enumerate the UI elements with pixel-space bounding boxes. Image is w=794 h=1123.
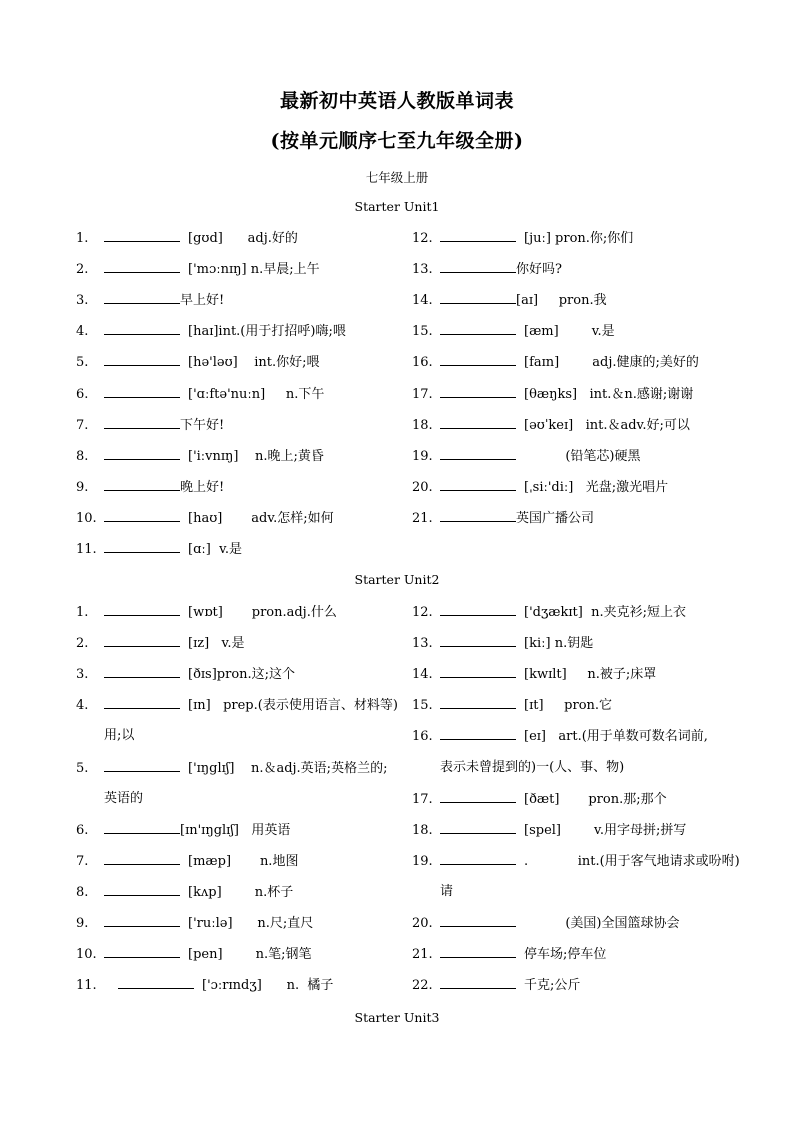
item-number: 15. bbox=[412, 324, 433, 340]
item-number: 16. bbox=[412, 729, 433, 745]
word-definition: [ɪn'ɪŋglɪʃ] 用英语 bbox=[180, 822, 291, 838]
item-number: 17. bbox=[412, 791, 433, 807]
item-number: 13. bbox=[412, 636, 433, 652]
item-number: 20. bbox=[412, 916, 433, 931]
word-definition: 表示未曾提到的)一(人、事、物) bbox=[440, 759, 625, 775]
unit-heading: Starter Unit1 bbox=[354, 199, 440, 214]
word-definition: [ðɪs]pron.这;这个 bbox=[188, 667, 296, 683]
answer-blank[interactable] bbox=[440, 791, 516, 803]
word-definition: [ɪn] prep.(表示使用语言、材料等) bbox=[188, 698, 398, 714]
vocab-item bbox=[412, 946, 606, 963]
word-definition: [mæp] n.地图 bbox=[188, 853, 299, 869]
item-number: 12. bbox=[412, 605, 433, 620]
answer-blank[interactable] bbox=[440, 977, 516, 989]
vocab-item bbox=[76, 510, 334, 527]
answer-blank[interactable] bbox=[104, 822, 180, 834]
vocab-item bbox=[76, 261, 320, 278]
answer-blank[interactable] bbox=[440, 510, 516, 522]
item-number: 5. bbox=[76, 355, 89, 371]
word-definition: 英国广播公司 bbox=[516, 510, 595, 526]
item-number: 2. bbox=[76, 262, 89, 278]
unit-heading: Starter Unit2 bbox=[354, 572, 440, 587]
vocab-item bbox=[412, 635, 593, 652]
answer-blank[interactable] bbox=[440, 354, 516, 366]
vocab-item bbox=[76, 822, 290, 839]
answer-blank[interactable] bbox=[104, 915, 180, 927]
answer-blank[interactable] bbox=[440, 697, 516, 709]
vocab-item bbox=[76, 604, 337, 621]
item-number: 4. bbox=[76, 698, 89, 714]
answer-blank[interactable] bbox=[104, 386, 180, 398]
answer-blank[interactable] bbox=[104, 354, 180, 366]
document-title: 最新初中英语人教版单词表 bbox=[279, 90, 514, 112]
vocab-item bbox=[76, 230, 298, 247]
vocab-item bbox=[76, 417, 224, 434]
item-number: 6. bbox=[76, 822, 89, 838]
item-number: 10. bbox=[76, 510, 97, 526]
vocab-item bbox=[412, 604, 686, 621]
answer-blank[interactable] bbox=[440, 479, 516, 491]
word-definition: 用;以 bbox=[104, 728, 135, 744]
vocab-item bbox=[412, 448, 640, 465]
answer-blank[interactable] bbox=[104, 541, 180, 553]
vocab-item bbox=[412, 791, 667, 808]
word-definition: [wɒt] pron.adj.什么 bbox=[188, 605, 337, 620]
item-number: 13. bbox=[412, 262, 433, 278]
item-number: 18. bbox=[412, 417, 433, 433]
item-number: 9. bbox=[76, 479, 89, 495]
item-number: 7. bbox=[76, 853, 89, 869]
answer-blank[interactable] bbox=[104, 884, 180, 896]
item-number: 1. bbox=[76, 231, 89, 246]
vocab-item bbox=[412, 417, 690, 434]
answer-blank[interactable] bbox=[104, 417, 180, 429]
answer-blank[interactable] bbox=[104, 760, 180, 772]
answer-blank[interactable] bbox=[440, 604, 516, 616]
word-definition: . int.(用于客气地请求或吩咐) bbox=[524, 853, 740, 869]
vocab-item bbox=[104, 728, 134, 744]
item-number: 3. bbox=[76, 667, 89, 683]
word-definition: [aɪ] pron.我 bbox=[516, 293, 607, 309]
word-definition: 英语的 bbox=[104, 790, 144, 806]
vocab-item bbox=[76, 354, 320, 371]
vocab-item bbox=[76, 479, 224, 496]
vocab-item bbox=[412, 230, 633, 247]
word-definition: (美国)全国篮球协会 bbox=[524, 916, 680, 931]
answer-blank[interactable] bbox=[104, 510, 180, 522]
word-definition: [gʊd] adj.好的 bbox=[188, 231, 298, 246]
vocab-item bbox=[412, 822, 686, 839]
word-definition: ['ruːlə] n.尺;直尺 bbox=[188, 916, 314, 931]
word-definition: 你好吗? bbox=[516, 262, 562, 278]
item-number: 14. bbox=[412, 667, 433, 683]
item-number: 21. bbox=[412, 510, 433, 526]
answer-blank[interactable] bbox=[104, 292, 180, 304]
word-definition: [ɪt] pron.它 bbox=[524, 698, 613, 714]
item-number: 22. bbox=[412, 978, 433, 994]
word-definition: ['ɪŋglɪʃ] n.＆adj.英语;英格兰的; bbox=[188, 760, 388, 776]
item-number: 14. bbox=[412, 293, 433, 309]
word-definition: ['ɑːftə'nuːn] n.下午 bbox=[188, 386, 325, 402]
answer-blank[interactable] bbox=[440, 292, 516, 304]
item-number: 8. bbox=[76, 448, 89, 464]
answer-blank[interactable] bbox=[440, 448, 516, 460]
answer-blank[interactable] bbox=[440, 417, 516, 429]
vocab-item bbox=[76, 884, 293, 901]
answer-blank[interactable] bbox=[440, 323, 516, 335]
word-definition: (铅笔芯)硬黑 bbox=[524, 448, 641, 464]
answer-blank[interactable] bbox=[104, 853, 180, 865]
answer-blank[interactable] bbox=[104, 230, 180, 242]
vocab-item bbox=[76, 977, 333, 994]
word-definition: [hə'ləʊ] int.你好;喂 bbox=[188, 355, 320, 371]
item-number: 19. bbox=[412, 448, 433, 464]
answer-blank[interactable] bbox=[440, 822, 516, 834]
vocab-item bbox=[76, 292, 224, 309]
word-definition: [pen] n.笔;钢笔 bbox=[188, 947, 312, 963]
vocab-item bbox=[76, 946, 311, 963]
word-definition: [juː] pron.你;你们 bbox=[524, 231, 634, 246]
item-number: 11. bbox=[76, 978, 97, 994]
vocab-item bbox=[412, 386, 693, 403]
vocab-item bbox=[412, 261, 562, 278]
word-definition: ['mɔːnɪŋ] n.早晨;上午 bbox=[188, 262, 320, 278]
item-number: 9. bbox=[76, 916, 89, 931]
answer-blank[interactable] bbox=[104, 261, 180, 273]
vocab-item bbox=[76, 323, 346, 340]
answer-blank[interactable] bbox=[118, 977, 194, 989]
word-definition: 千克;公斤 bbox=[524, 978, 581, 994]
item-number: 20. bbox=[412, 479, 433, 495]
item-number: 1. bbox=[76, 605, 89, 620]
word-definition: 早上好! bbox=[180, 293, 225, 309]
vocab-item bbox=[412, 354, 699, 371]
word-definition: [haʊ] adv.怎样;如何 bbox=[188, 510, 334, 526]
answer-blank[interactable] bbox=[104, 323, 180, 335]
answer-blank[interactable] bbox=[104, 448, 180, 460]
word-definition: [ɑː] v.是 bbox=[188, 542, 243, 557]
word-definition: 停车场;停车位 bbox=[524, 947, 607, 963]
word-definition: ['iːvnɪŋ] n.晚上;黄昏 bbox=[188, 448, 324, 464]
answer-blank[interactable] bbox=[440, 230, 516, 242]
answer-blank[interactable] bbox=[440, 666, 516, 678]
item-number: 8. bbox=[76, 884, 89, 900]
word-definition: [ɪz] v.是 bbox=[188, 636, 245, 652]
unit-heading: Starter Unit3 bbox=[354, 1010, 440, 1025]
word-definition: [kʌp] n.杯子 bbox=[188, 884, 294, 900]
item-number: 21. bbox=[412, 947, 433, 963]
vocab-item bbox=[412, 666, 656, 683]
word-definition: [ðæt] pron.那;那个 bbox=[524, 791, 667, 807]
vocab-item bbox=[76, 853, 298, 870]
vocab-item bbox=[412, 323, 615, 340]
word-definition: [kiː] n.钥匙 bbox=[524, 636, 594, 652]
vocab-item bbox=[76, 635, 244, 652]
item-number: 15. bbox=[412, 698, 433, 714]
item-number: 19. bbox=[412, 853, 433, 869]
vocab-item bbox=[76, 697, 398, 714]
word-definition: [ˌsiː'diː] 光盘;激光唱片 bbox=[524, 479, 669, 495]
item-number: 18. bbox=[412, 822, 433, 838]
vocab-item bbox=[412, 915, 679, 932]
word-definition: 请 bbox=[440, 883, 454, 899]
vocab-item bbox=[412, 977, 580, 994]
word-definition: ['dʒækɪt] n.夹克衫;短上衣 bbox=[524, 605, 687, 620]
vocab-item bbox=[76, 386, 324, 403]
item-number: 3. bbox=[76, 293, 89, 309]
vocab-item bbox=[76, 541, 242, 558]
item-number: 6. bbox=[76, 386, 89, 402]
item-number: 5. bbox=[76, 760, 89, 776]
answer-blank[interactable] bbox=[104, 697, 180, 709]
word-definition: 晚上好! bbox=[180, 479, 225, 495]
item-number: 10. bbox=[76, 947, 97, 963]
answer-blank[interactable] bbox=[440, 261, 516, 273]
document-subtitle: (按单元顺序七至九年级全册) bbox=[270, 130, 524, 152]
vocab-item bbox=[104, 791, 143, 807]
vocab-item bbox=[412, 697, 612, 714]
vocab-item bbox=[412, 853, 740, 870]
word-definition: [əʊˈkeɪ] int.＆adv.好;可以 bbox=[524, 417, 690, 433]
item-number: 7. bbox=[76, 417, 89, 433]
vocab-item bbox=[76, 915, 313, 932]
word-definition: [eɪ] art.(用于单数可数名词前, bbox=[524, 729, 708, 745]
answer-blank[interactable] bbox=[440, 946, 516, 958]
answer-blank[interactable] bbox=[440, 635, 516, 647]
vocab-item bbox=[412, 292, 607, 309]
answer-blank[interactable] bbox=[104, 635, 180, 647]
word-definition: ['ɔːrɪndʒ] n. 橘子 bbox=[202, 978, 334, 994]
answer-blank[interactable] bbox=[104, 604, 180, 616]
vocab-item bbox=[76, 448, 324, 465]
item-number: 4. bbox=[76, 324, 89, 340]
vocab-item bbox=[76, 666, 295, 683]
answer-blank[interactable] bbox=[440, 915, 516, 927]
vocab-item bbox=[412, 728, 708, 745]
answer-blank[interactable] bbox=[440, 728, 516, 740]
item-number: 17. bbox=[412, 386, 433, 402]
vocab-item bbox=[412, 510, 594, 527]
word-definition: [æm] v.是 bbox=[524, 324, 615, 340]
vocab-item bbox=[412, 479, 668, 496]
word-definition: [θæŋks] int.＆n.感谢;谢谢 bbox=[524, 386, 694, 402]
word-definition: [spel] v.用字母拼;拼写 bbox=[524, 822, 687, 838]
vocab-item bbox=[440, 884, 453, 900]
answer-blank[interactable] bbox=[104, 479, 180, 491]
vocab-item bbox=[440, 760, 624, 776]
word-definition: [faɪn] adj.健康的;美好的 bbox=[524, 355, 699, 371]
word-definition: [kwɪlt] n.被子;床罩 bbox=[524, 667, 657, 683]
item-number: 11. bbox=[76, 542, 97, 557]
vocab-item bbox=[76, 760, 387, 777]
answer-blank[interactable] bbox=[440, 386, 516, 398]
item-number: 12. bbox=[412, 231, 433, 246]
word-definition: [haɪ]int.(用于打招呼)嗨;喂 bbox=[188, 324, 346, 340]
answer-blank[interactable] bbox=[104, 666, 180, 678]
item-number: 16. bbox=[412, 355, 433, 371]
answer-blank[interactable] bbox=[104, 946, 180, 958]
item-number: 2. bbox=[76, 636, 89, 652]
answer-blank[interactable] bbox=[440, 853, 516, 865]
word-definition: 下午好! bbox=[180, 417, 225, 433]
grade-heading: 七年级上册 bbox=[365, 170, 429, 185]
